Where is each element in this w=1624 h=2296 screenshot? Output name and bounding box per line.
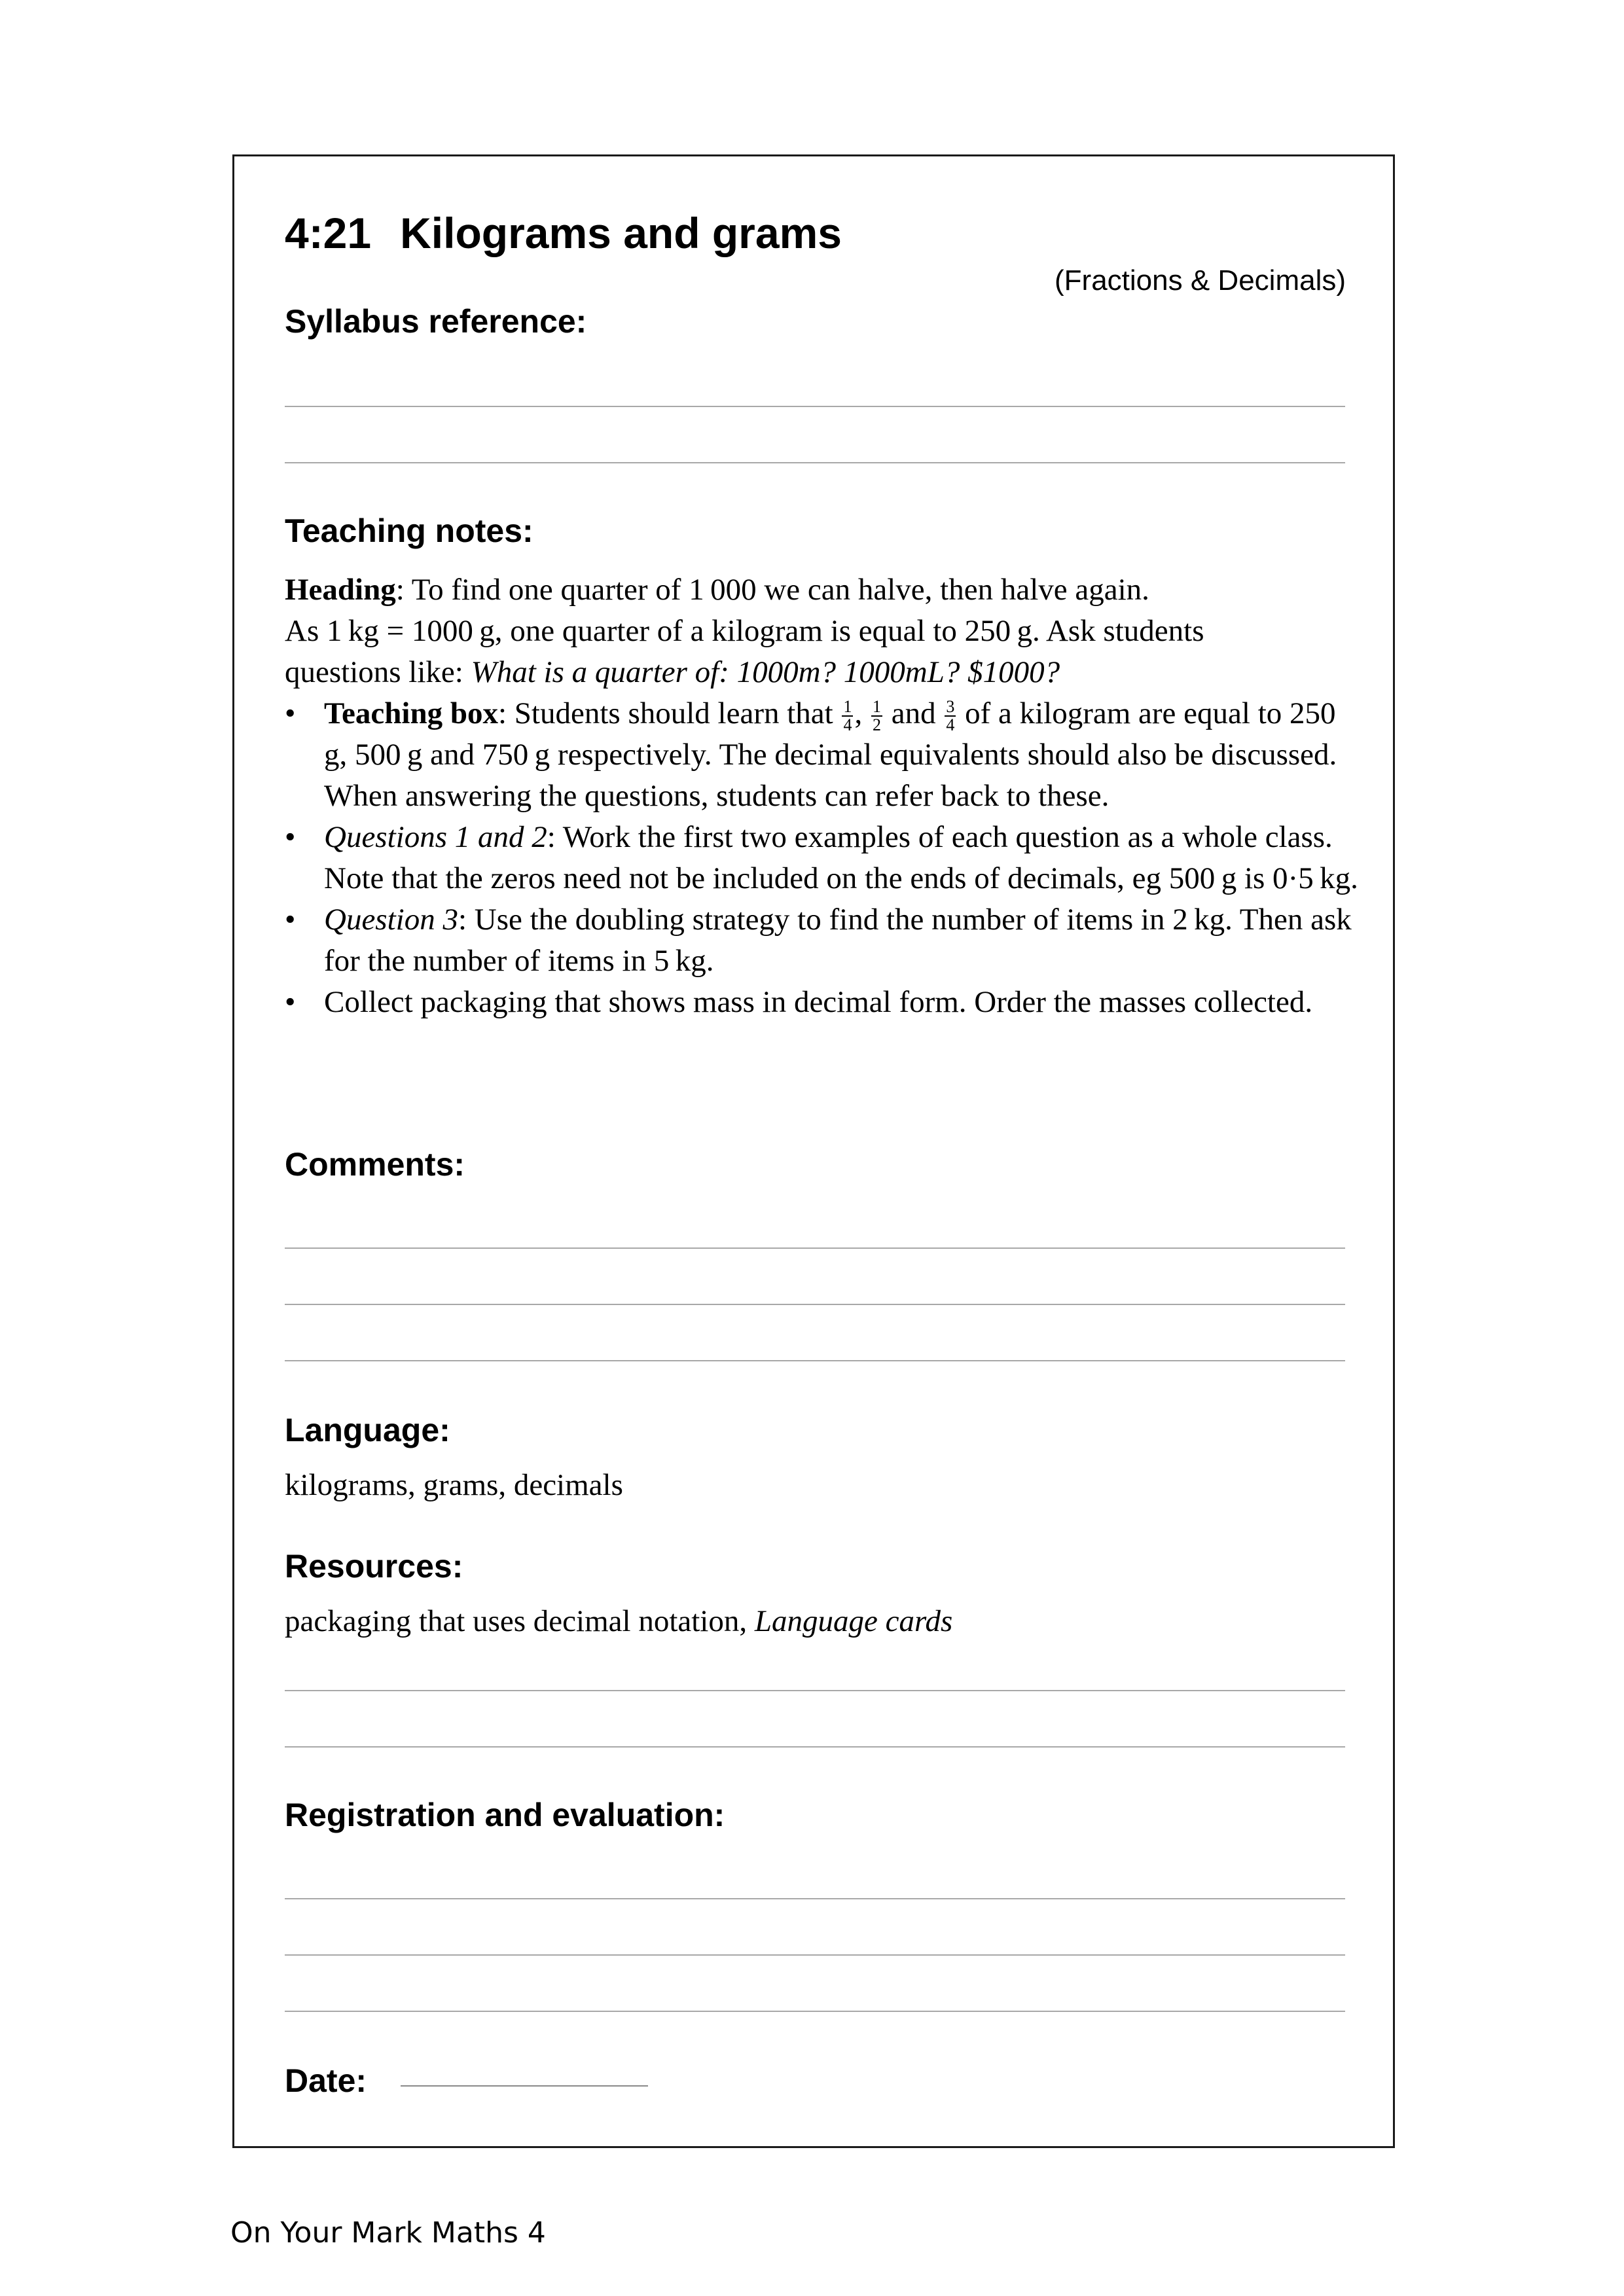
resources-heading: Resources: (285, 1548, 463, 1585)
syllabus-heading: Syllabus reference: (285, 303, 587, 340)
comments-line-3[interactable] (285, 1360, 1345, 1361)
registration-heading: Registration and evaluation: (285, 1797, 725, 1833)
language-text: kilograms, grams, decimals (285, 1468, 623, 1502)
registration-line-1[interactable] (285, 1898, 1345, 1899)
kg-note: As 1 kg = 1000 g, one quarter of a kilogram is equal to 250 g. Ask students (285, 614, 1204, 648)
registration-line-3[interactable] (285, 2011, 1345, 2012)
date-line[interactable] (401, 2085, 648, 2087)
comments-line-1[interactable] (285, 1247, 1345, 1249)
page-title (285, 208, 842, 258)
resources-line-1[interactable] (285, 1690, 1345, 1691)
teaching-bullets (285, 693, 1358, 1023)
syllabus-line-2[interactable] (285, 462, 1345, 463)
comments-heading: Comments: (285, 1146, 465, 1183)
syllabus-line-1[interactable] (285, 406, 1345, 407)
activity-number: 4:21 (285, 209, 372, 257)
list-item: • Teaching box: Students should learn that $\frac{1}{4}$ , $\frac{1}{2}$ and $\frac{3}{4}$ of a kilogram are equal to 250 g, 500 g and 750 g respectively. The decimal equivalents should also be discussed. When answering the questions, students can refer back to these. (285, 693, 1358, 817)
heading-note: Heading: To find one quarter of 1 000 we can halve, then halve again. (285, 573, 1149, 607)
resources-line-2[interactable] (285, 1746, 1345, 1748)
list-item: • Questions 1 and 2: Work the first two examples of each question as a whole class. Note that the zeros need not be included on the ends of decimals, eg 500 g is 0·5 kg. (285, 817, 1358, 899)
fraction-one-quarter: $\frac{1}{4}$ (843, 697, 852, 735)
footer-book-title: On Your Mark Maths 4 (230, 2216, 546, 2250)
teaching-notes-heading: Teaching notes: (285, 512, 533, 549)
list-item: • Collect packaging that shows mass in decimal form. Order the masses collected. (285, 982, 1358, 1023)
questions-note: questions like: What is a quarter of: 1000m? 1000mL? $1000? (285, 655, 1060, 689)
date-label: Date: (285, 2062, 367, 2099)
list-item: • Question 3: Use the doubling strategy to find the number of items in 2 kg. Then ask for the number of items in 5 kg. (285, 899, 1358, 982)
teaching-notes-body (285, 569, 1358, 1023)
strand-label: (Fractions & Decimals) (1055, 264, 1346, 296)
comments-line-2[interactable] (285, 1304, 1345, 1305)
language-heading: Language: (285, 1412, 450, 1448)
registration-line-2[interactable] (285, 1954, 1345, 1956)
resources-text: packaging that uses decimal notation, Language cards (285, 1604, 953, 1638)
activity-title: Kilograms and grams (400, 209, 842, 257)
fraction-three-quarters: $\frac{3}{4}$ (946, 697, 955, 735)
fraction-one-half: $\frac{1}{2}$ (872, 697, 881, 735)
